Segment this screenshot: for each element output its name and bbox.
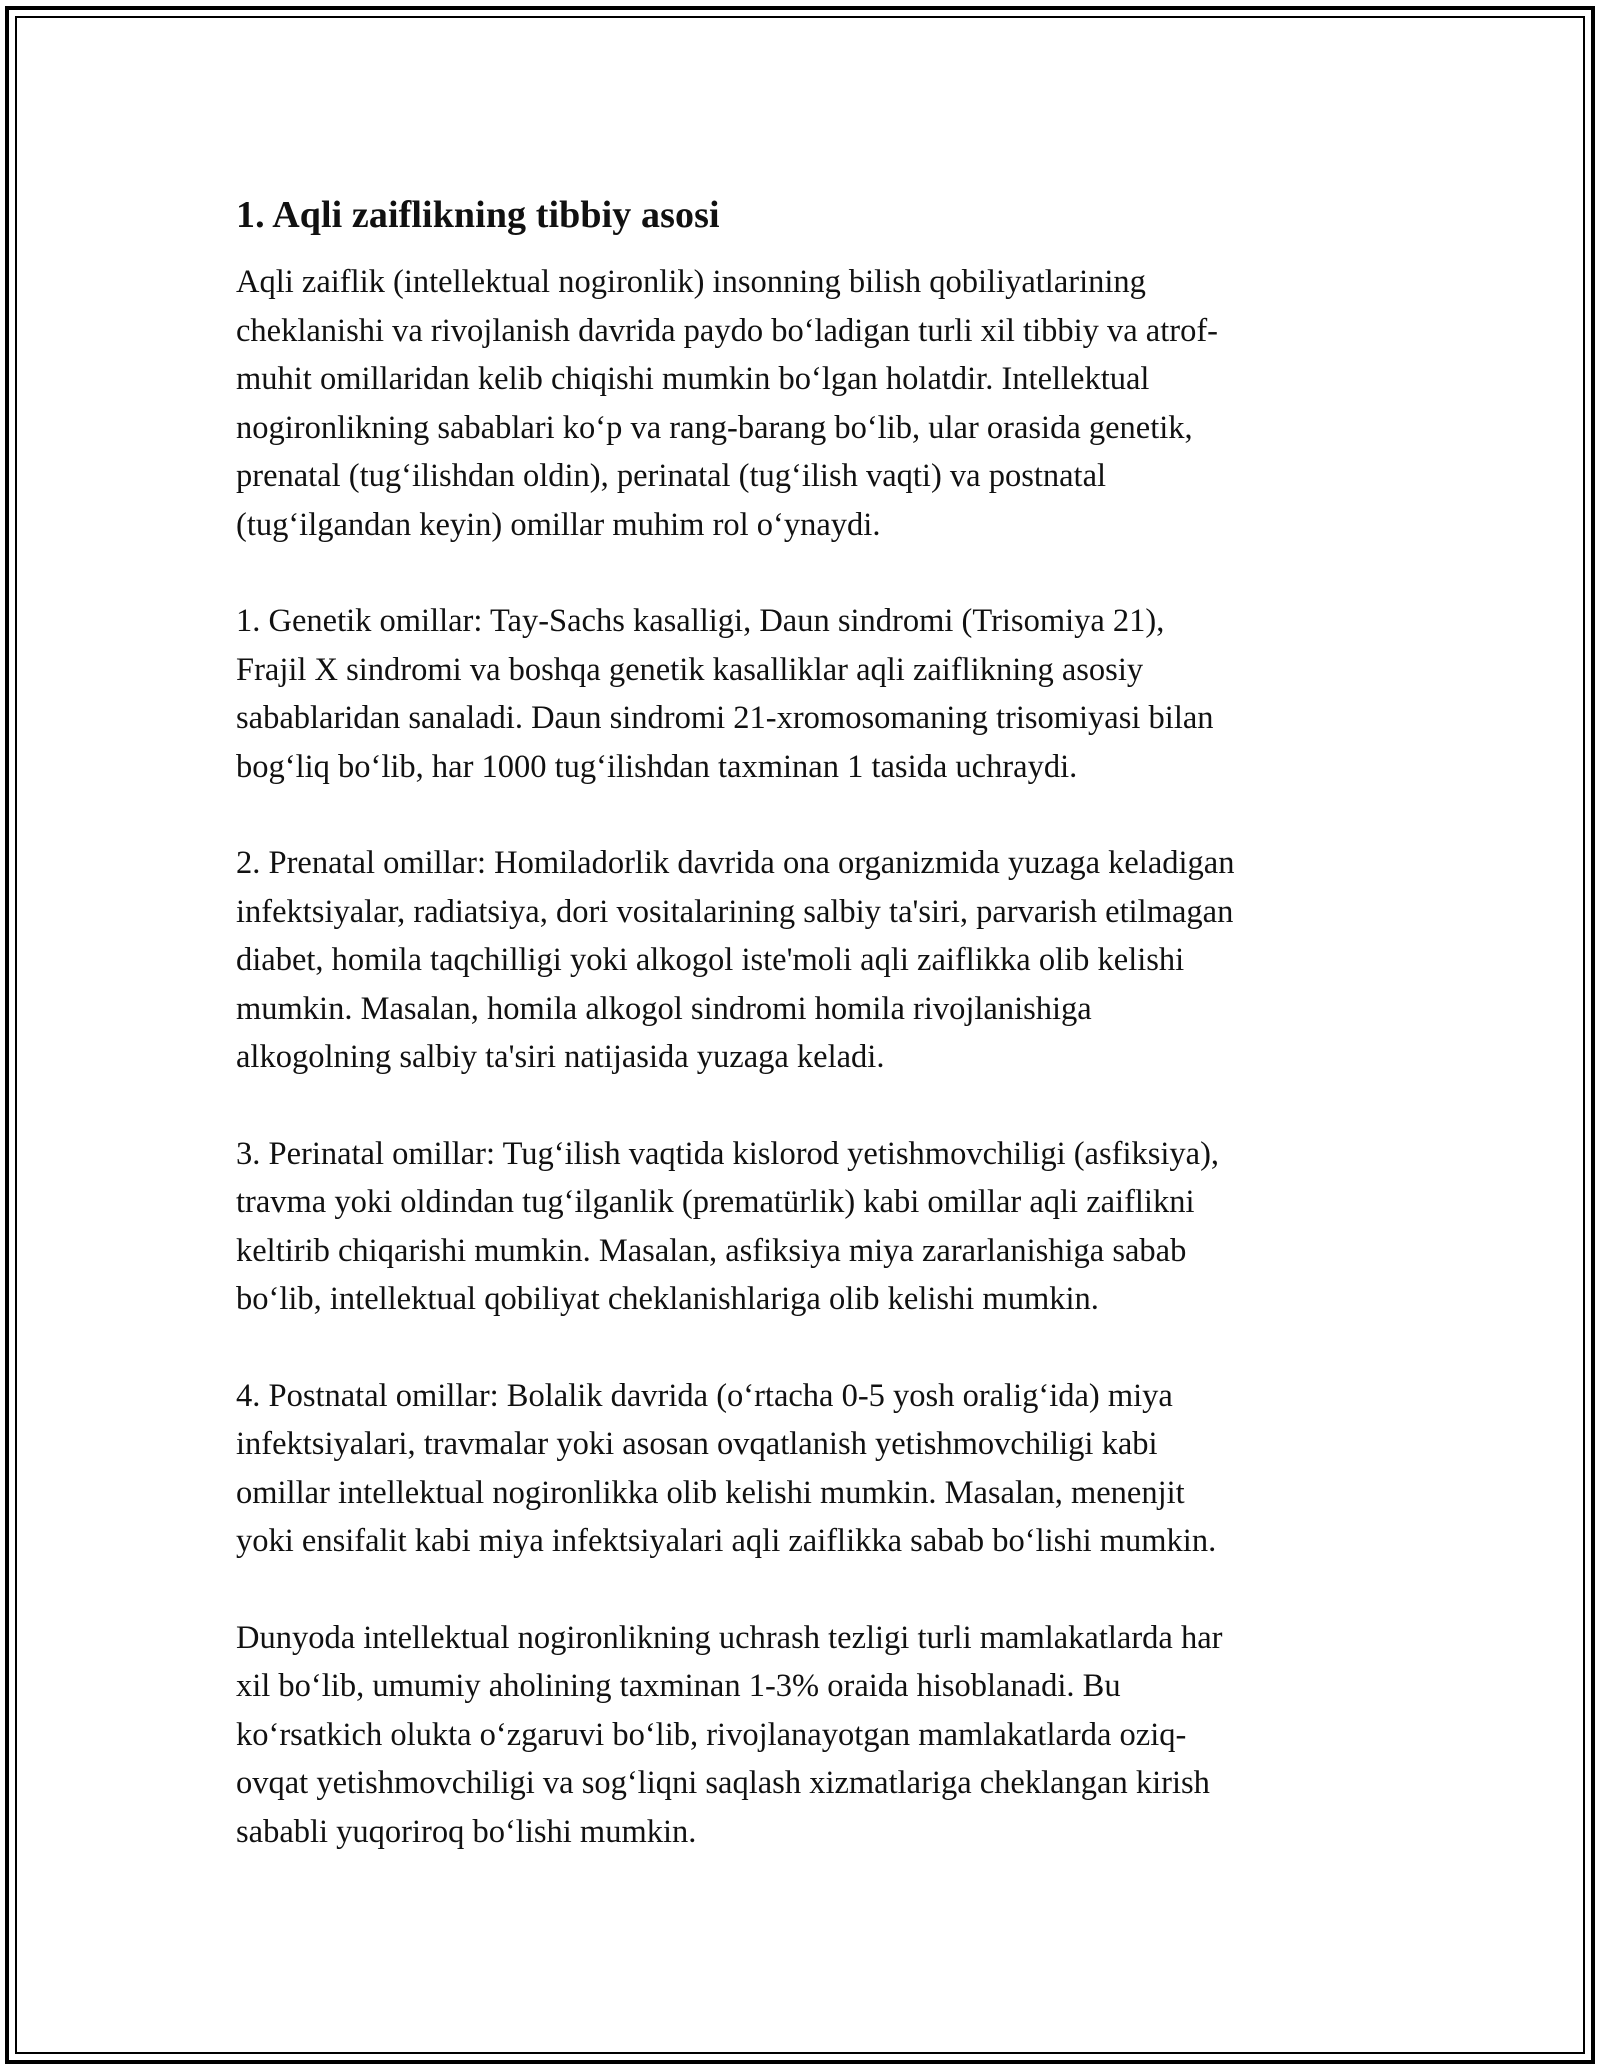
intro-paragraph: Aqli zaiflik (intellektual nogironlik) insonning bilish qobiliyatlarining cheklanishi va rivojlanish davrida paydo bo‘ladigan turli xil tibbiy va atrof- muhit omillaridan kelib chiqishi mumkin bo‘lgan holatdir. Intellektual nogironlikning sabablari ko‘p va rang-barang bo‘lib, ular orasida genetik, prenatal (tug‘ilishdan oldin), perinatal (tug‘ilish vaqti) va postnatal (tug‘ilgandan keyin) omillar muhim rol o‘ynaydi. xyxy=(236,264,1218,543)
prenatal-factors-paragraph: 2. Prenatal omillar: Homiladorlik davrida ona organizmida yuzaga keladigan infektsiyalar, radiatsiya, dori vositalarining salbiy ta'siri, parvarish etilmagan diabet, homila taqchilligi yoki alkogol iste'moli aqli zaiflikka olib kelishi mumkin. Masalan, homila alkogol sindromi homila rivojlanishiga alkogolning salbiy ta'siri natijasida yuzaga keladi. xyxy=(236,845,1235,1075)
postnatal-factors-paragraph: 4. Postnatal omillar: Bolalik davrida (o‘rtacha 0-5 yosh oralig‘ida) miya infektsiyalari, travmalar yoki asosan ovqatlanish yetishmovchiligi kabi omillar intellektual nogironlikka olib kelishi mumkin. Masalan, menenjit yoki ensifalit kabi miya infektsiyalari aqli zaiflikka sabab bo‘lishi mumkin. xyxy=(236,1377,1217,1559)
perinatal-factors-paragraph: 3. Perinatal omillar: Tug‘ilish vaqtida kislorod yetishmovchiligi (asfiksiya), travma yoki oldindan tug‘ilganlik (prematürlik) kabi omillar aqli zaiflikni keltirib chiqarishi mumkin. Masalan, asfiksiya miya zararlanishiga sabab bo‘lib, intellektual qobiliyat cheklanishlariga olib kelishi mumkin. xyxy=(236,1135,1220,1317)
genetic-factors-paragraph: 1. Genetik omillar: Tay-Sachs kasalligi, Daun sindromi (Trisomiya 21), Frajil X sindromi va boshqa genetik kasalliklar aqli zaiflikning asosiy sabablaridan sanaladi. Daun sindromi 21-xromosomaning trisomiyasi bilan bog‘liq bo‘lib, har 1000 tug‘ilishdan taxminan 1 tasida uchraydi. xyxy=(236,603,1214,785)
prevalence-paragraph: Dunyoda intellektual nogironlikning uchrash tezligi turli mamlakatlarda har xil bo‘lib, umumiy aholining taxminan 1-3% oraida hisoblanadi. Bu ko‘rsatkich olukta o‘zgaruvi bo‘lib, rivojlanayotgan mamlakatlarda oziq- ovqat yetishmovchiligi va sog‘liqni saqlash xizmatlariga cheklangan kirish sababli yuqoriroq bo‘lishi mumkin. xyxy=(236,1619,1223,1850)
document-body xyxy=(236,190,1386,1904)
section-heading: 1. Aqli zaiflikning tibbiy asosi xyxy=(236,194,720,236)
